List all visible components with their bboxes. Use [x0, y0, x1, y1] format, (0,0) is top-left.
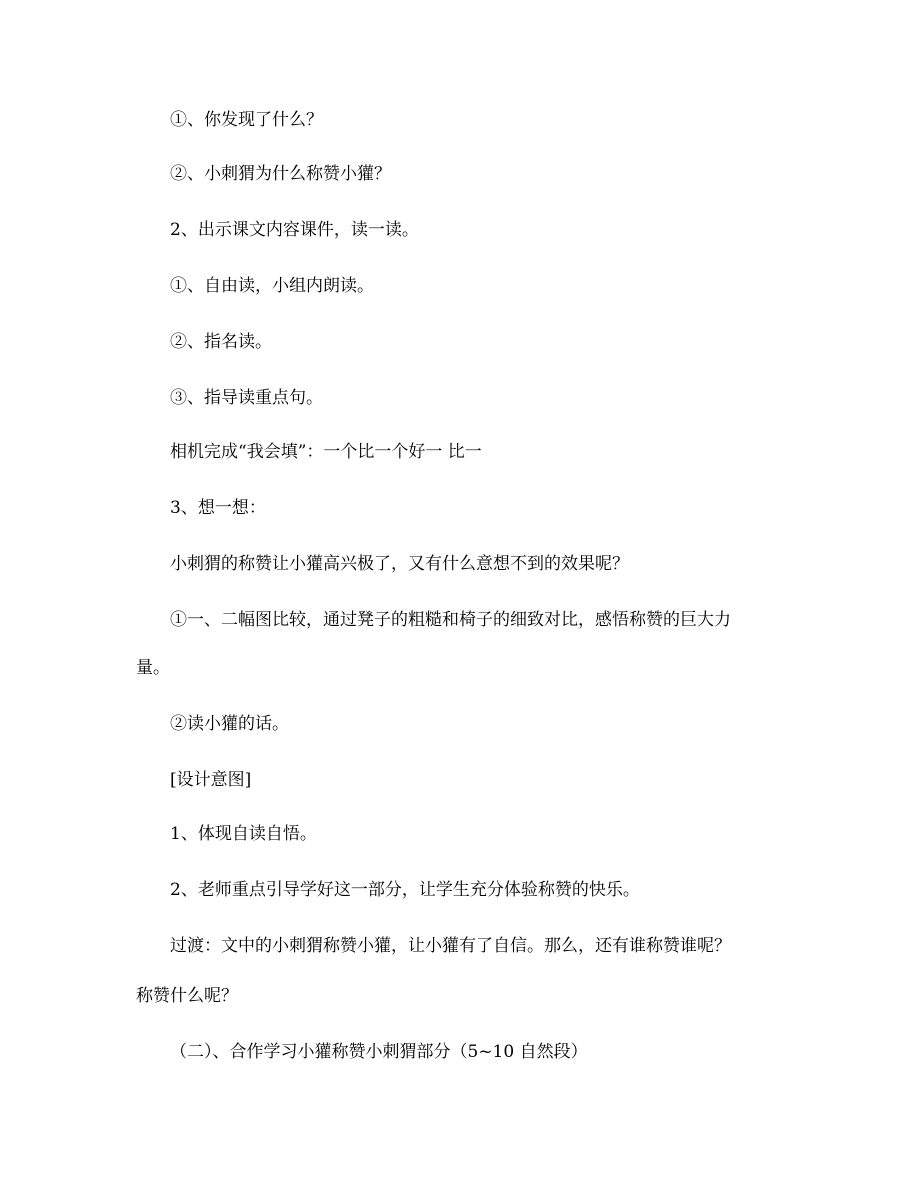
paragraph-2: ②、小刺猬为什么称赞小獾？: [170, 164, 391, 184]
paragraph-12: [设计意图]: [170, 770, 252, 790]
paragraph-3: 2、出示课文内容课件，读一读。: [170, 220, 419, 240]
paragraph-14: 2、老师重点引导学好这一部分，让学生充分体验称赞的快乐。: [170, 880, 640, 900]
paragraph-10-continued: 量。: [136, 658, 170, 678]
paragraph-7: 相机完成“我会填”：一个比一个好一 比一: [170, 442, 482, 462]
paragraph-5: ②、指名读。: [170, 332, 272, 352]
paragraph-15: 过渡：文中的小刺猬称赞小獾，让小獾有了自信。那么，还有谁称赞谁呢？: [170, 936, 731, 956]
paragraph-9: 小刺猬的称赞让小獾高兴极了，又有什么意想不到的效果呢？: [170, 554, 629, 574]
paragraph-6: ③、指导读重点句。: [170, 388, 323, 408]
paragraph-4: ①、自由读，小组内朗读。: [170, 276, 374, 296]
paragraph-1: ①、你发现了什么？: [170, 110, 323, 130]
paragraph-13: 1、体现自读自悟。: [170, 824, 317, 844]
paragraph-10: ①一、二幅图比较，通过凳子的粗糙和椅子的细致对比，感悟称赞的巨大力: [170, 610, 731, 630]
paragraph-15-continued: 称赞什么呢？: [136, 986, 238, 1006]
paragraph-11: ②读小獾的话。: [170, 714, 289, 734]
paragraph-8: 3、想一想：: [170, 498, 266, 518]
section-heading: （二）、合作学习小獾称赞小刺猬部分（5~10 自然段）: [170, 1042, 588, 1062]
